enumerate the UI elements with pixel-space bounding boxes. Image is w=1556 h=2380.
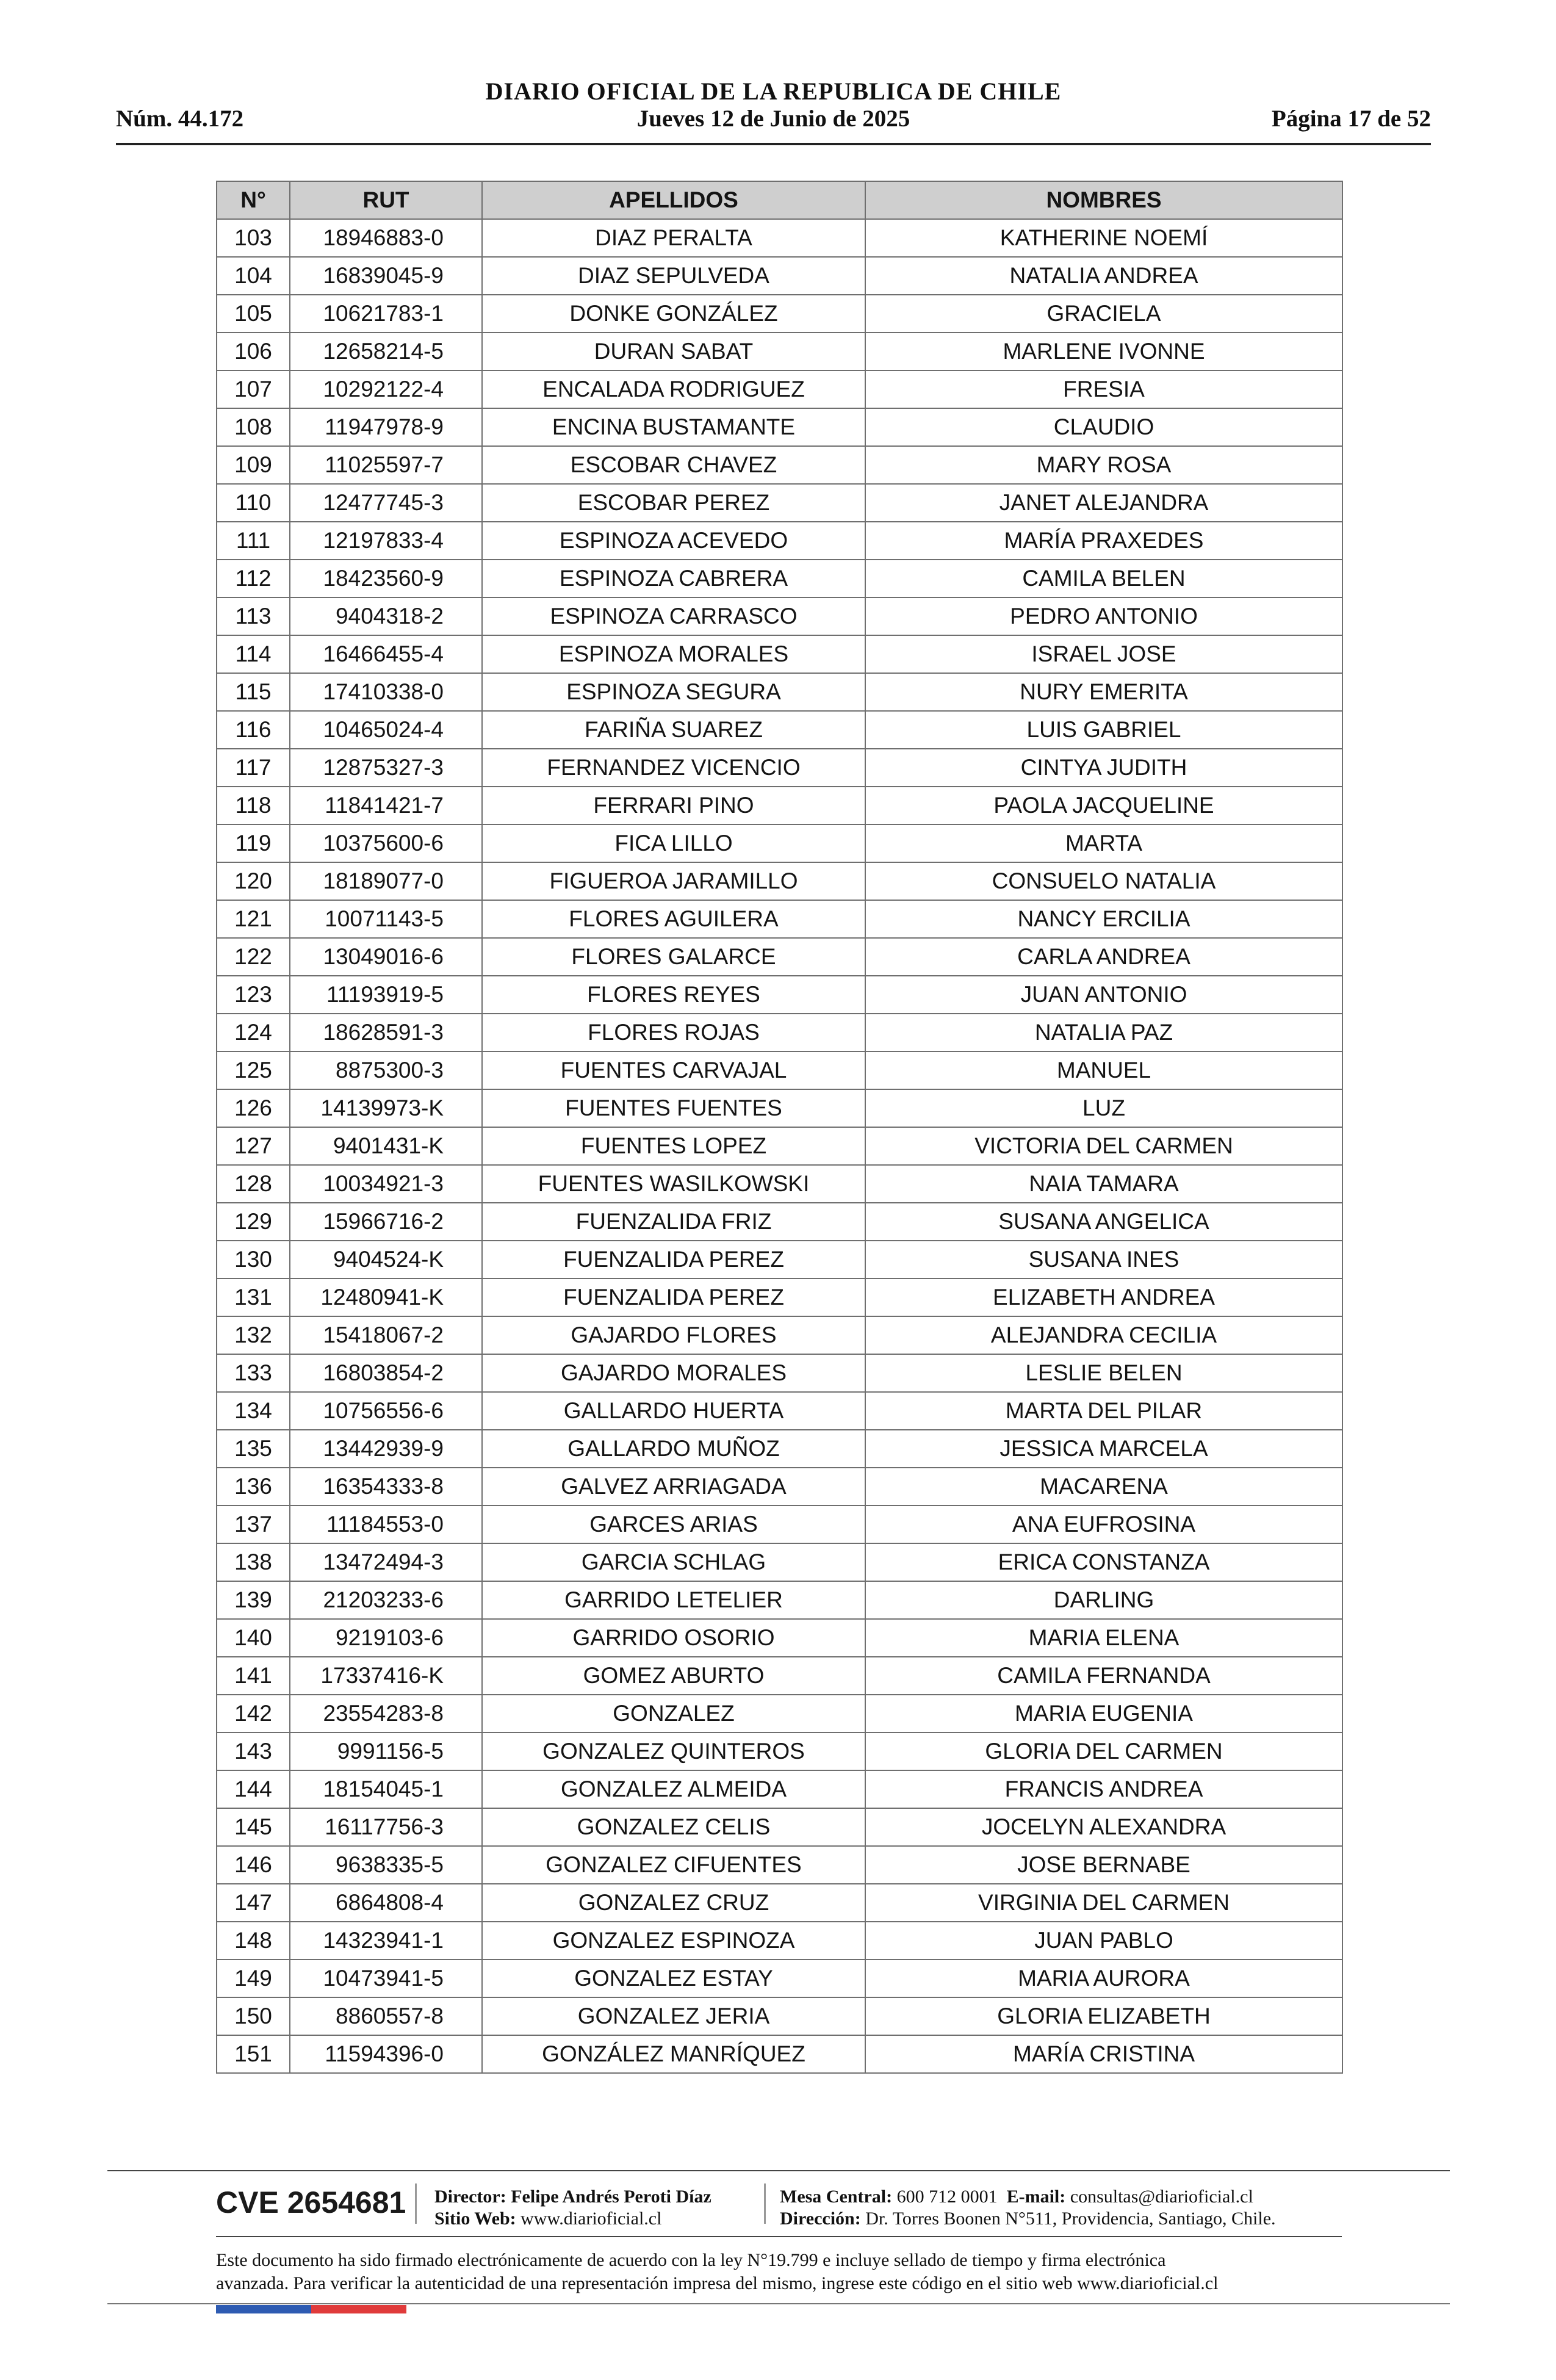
table-row bbox=[217, 333, 1342, 370]
table-row bbox=[217, 219, 1342, 257]
cell-apellidos: GAJARDO MORALES bbox=[482, 1354, 865, 1392]
cell-number: 149 bbox=[217, 1960, 290, 1997]
cell-apellidos: FUENTES WASILKOWSKI bbox=[482, 1165, 865, 1203]
cell-apellidos: FERRARI PINO bbox=[482, 787, 865, 824]
table-row bbox=[217, 1884, 1342, 1922]
cell-number: 136 bbox=[217, 1468, 290, 1506]
cell-rut: 9404524-K bbox=[290, 1241, 482, 1278]
cell-nombres: CLAUDIO bbox=[865, 408, 1342, 446]
cell-apellidos: GONZALEZ QUINTEROS bbox=[482, 1733, 865, 1770]
cell-number: 103 bbox=[217, 219, 290, 257]
cell-apellidos: FICA LILLO bbox=[482, 824, 865, 862]
cell-rut: 14139973-K bbox=[290, 1089, 482, 1127]
cell-number: 137 bbox=[217, 1506, 290, 1543]
table-row bbox=[217, 824, 1342, 862]
cell-rut: 13049016-6 bbox=[290, 938, 482, 976]
cell-apellidos: FLORES ROJAS bbox=[482, 1014, 865, 1051]
cell-number: 108 bbox=[217, 408, 290, 446]
cell-number: 143 bbox=[217, 1733, 290, 1770]
phone-label: Mesa Central: bbox=[780, 2187, 893, 2207]
cell-apellidos: GONZALEZ bbox=[482, 1695, 865, 1733]
cell-rut: 12197833-4 bbox=[290, 522, 482, 560]
cell-apellidos: DIAZ SEPULVEDA bbox=[482, 257, 865, 295]
cell-rut: 15966716-2 bbox=[290, 1203, 482, 1241]
cell-number: 106 bbox=[217, 333, 290, 370]
cell-nombres: GLORIA DEL CARMEN bbox=[865, 1733, 1342, 1770]
cell-apellidos: GALVEZ ARRIAGADA bbox=[482, 1468, 865, 1506]
cell-apellidos: ENCALADA RODRIGUEZ bbox=[482, 370, 865, 408]
cell-apellidos: FUENZALIDA PEREZ bbox=[482, 1241, 865, 1278]
cell-number: 148 bbox=[217, 1922, 290, 1960]
cell-apellidos: ESCOBAR CHAVEZ bbox=[482, 446, 865, 484]
cell-nombres: MARÍA PRAXEDES bbox=[865, 522, 1342, 560]
table-row bbox=[217, 1241, 1342, 1278]
cell-number: 125 bbox=[217, 1051, 290, 1089]
legal-line: avanzada. Para verificar la autenticidad de una representación impresa del mismo, ingrese este código en el sitio web www.diarioficial.cl bbox=[216, 2273, 1219, 2293]
cell-rut: 12875327-3 bbox=[290, 749, 482, 787]
cell-rut: 11947978-9 bbox=[290, 408, 482, 446]
website-label: Sitio Web: bbox=[434, 2209, 516, 2229]
cell-rut: 12477745-3 bbox=[290, 484, 482, 522]
cell-nombres: MARLENE IVONNE bbox=[865, 333, 1342, 370]
cell-apellidos: FUENTES CARVAJAL bbox=[482, 1051, 865, 1089]
cell-rut: 10473941-5 bbox=[290, 1960, 482, 1997]
cell-nombres: PAOLA JACQUELINE bbox=[865, 787, 1342, 824]
table-row bbox=[217, 1733, 1342, 1770]
table-row bbox=[217, 295, 1342, 333]
cell-number: 145 bbox=[217, 1808, 290, 1846]
table-row bbox=[217, 1392, 1342, 1430]
table-row bbox=[217, 1051, 1342, 1089]
cell-rut: 6864808-4 bbox=[290, 1884, 482, 1922]
cell-number: 126 bbox=[217, 1089, 290, 1127]
cell-number: 151 bbox=[217, 2035, 290, 2073]
cell-apellidos: ESCOBAR PEREZ bbox=[482, 484, 865, 522]
table-row bbox=[217, 1203, 1342, 1241]
cell-number: 129 bbox=[217, 1203, 290, 1241]
table-row bbox=[217, 597, 1342, 635]
cell-nombres: ANA EUFROSINA bbox=[865, 1506, 1342, 1543]
cell-nombres: DARLING bbox=[865, 1581, 1342, 1619]
cell-rut: 23554283-8 bbox=[290, 1695, 482, 1733]
cell-apellidos: FLORES GALARCE bbox=[482, 938, 865, 976]
cell-nombres: FRESIA bbox=[865, 370, 1342, 408]
table-row bbox=[217, 1165, 1342, 1203]
table-row bbox=[217, 1922, 1342, 1960]
cell-apellidos: DURAN SABAT bbox=[482, 333, 865, 370]
cell-nombres: NAIA TAMARA bbox=[865, 1165, 1342, 1203]
cell-number: 127 bbox=[217, 1127, 290, 1165]
cell-number: 138 bbox=[217, 1543, 290, 1581]
email-link[interactable]: consultas@diarioficial.cl bbox=[1070, 2187, 1253, 2207]
cell-rut: 18423560-9 bbox=[290, 560, 482, 597]
table-row bbox=[217, 711, 1342, 749]
table-row bbox=[217, 1808, 1342, 1846]
cell-apellidos: GARCES ARIAS bbox=[482, 1506, 865, 1543]
table-row bbox=[217, 1770, 1342, 1808]
cell-rut: 12480941-K bbox=[290, 1278, 482, 1316]
page-number: Página 17 de 52 bbox=[1271, 106, 1431, 132]
cell-nombres: NATALIA ANDREA bbox=[865, 257, 1342, 295]
cell-apellidos: GONZALEZ JERIA bbox=[482, 1997, 865, 2035]
cell-apellidos: GALLARDO MUÑOZ bbox=[482, 1430, 865, 1468]
cell-rut: 10375600-6 bbox=[290, 824, 482, 862]
cell-number: 104 bbox=[217, 257, 290, 295]
cell-rut: 17337416-K bbox=[290, 1657, 482, 1695]
cell-nombres: NANCY ERCILIA bbox=[865, 900, 1342, 938]
cell-rut: 11025597-7 bbox=[290, 446, 482, 484]
cell-nombres: JESSICA MARCELA bbox=[865, 1430, 1342, 1468]
cell-rut: 8860557-8 bbox=[290, 1997, 482, 2035]
cell-rut: 9638335-5 bbox=[290, 1846, 482, 1884]
cell-number: 121 bbox=[217, 900, 290, 938]
director-name: Felipe Andrés Peroti Díaz bbox=[511, 2187, 711, 2207]
cell-nombres: VIRGINIA DEL CARMEN bbox=[865, 1884, 1342, 1922]
cell-rut: 11193919-5 bbox=[290, 976, 482, 1014]
table-row bbox=[217, 1127, 1342, 1165]
cell-nombres: MANUEL bbox=[865, 1051, 1342, 1089]
cell-nombres: CINTYA JUDITH bbox=[865, 749, 1342, 787]
cell-number: 113 bbox=[217, 597, 290, 635]
cell-nombres: LUIS GABRIEL bbox=[865, 711, 1342, 749]
table-row bbox=[217, 1846, 1342, 1884]
footer-separator bbox=[415, 2183, 417, 2224]
table-row bbox=[217, 635, 1342, 673]
email-label: E-mail: bbox=[1006, 2187, 1066, 2207]
table-row bbox=[217, 1089, 1342, 1127]
cell-nombres: NATALIA PAZ bbox=[865, 1014, 1342, 1051]
cell-apellidos: ESPINOZA MORALES bbox=[482, 635, 865, 673]
table-row bbox=[217, 862, 1342, 900]
cve-code: CVE 2654681 bbox=[216, 2185, 406, 2220]
cell-nombres: MARTA bbox=[865, 824, 1342, 862]
cell-apellidos: GARRIDO OSORIO bbox=[482, 1619, 865, 1657]
cell-number: 144 bbox=[217, 1770, 290, 1808]
cell-number: 105 bbox=[217, 295, 290, 333]
header-divider bbox=[116, 143, 1431, 145]
cell-nombres: KATHERINE NOEMÍ bbox=[865, 219, 1342, 257]
cell-apellidos: GOMEZ ABURTO bbox=[482, 1657, 865, 1695]
footer-divider-top bbox=[107, 2170, 1450, 2171]
cell-rut: 16466455-4 bbox=[290, 635, 482, 673]
cell-number: 123 bbox=[217, 976, 290, 1014]
cell-number: 146 bbox=[217, 1846, 290, 1884]
cell-apellidos: GONZALEZ ESPINOZA bbox=[482, 1922, 865, 1960]
cell-number: 124 bbox=[217, 1014, 290, 1051]
cell-apellidos: FUENZALIDA PEREZ bbox=[482, 1278, 865, 1316]
cell-nombres: MACARENA bbox=[865, 1468, 1342, 1506]
cell-apellidos: FIGUEROA JARAMILLO bbox=[482, 862, 865, 900]
cell-apellidos: ESPINOZA CABRERA bbox=[482, 560, 865, 597]
address-label: Dirección: bbox=[780, 2209, 861, 2229]
table-row bbox=[217, 749, 1342, 787]
cell-nombres: SUSANA ANGELICA bbox=[865, 1203, 1342, 1241]
table-row bbox=[217, 1581, 1342, 1619]
table-row bbox=[217, 1997, 1342, 2035]
cell-rut: 13442939-9 bbox=[290, 1430, 482, 1468]
publication-date: Jueves 12 de Junio de 2025 bbox=[636, 106, 910, 132]
cell-number: 141 bbox=[217, 1657, 290, 1695]
cell-apellidos: GONZALEZ CIFUENTES bbox=[482, 1846, 865, 1884]
cell-number: 133 bbox=[217, 1354, 290, 1392]
cell-rut: 8875300-3 bbox=[290, 1051, 482, 1089]
cell-nombres: MARY ROSA bbox=[865, 446, 1342, 484]
cell-apellidos: GONZÁLEZ MANRÍQUEZ bbox=[482, 2035, 865, 2073]
cell-number: 119 bbox=[217, 824, 290, 862]
page-header bbox=[116, 73, 1431, 145]
cell-apellidos: FLORES AGUILERA bbox=[482, 900, 865, 938]
table-body bbox=[217, 219, 1342, 2073]
cell-number: 116 bbox=[217, 711, 290, 749]
cell-rut: 16354333-8 bbox=[290, 1468, 482, 1506]
cell-nombres: PEDRO ANTONIO bbox=[865, 597, 1342, 635]
cell-number: 107 bbox=[217, 370, 290, 408]
table-row bbox=[217, 1619, 1342, 1657]
table-row bbox=[217, 257, 1342, 295]
cell-apellidos: GONZALEZ ALMEIDA bbox=[482, 1770, 865, 1808]
cell-number: 118 bbox=[217, 787, 290, 824]
cell-rut: 11184553-0 bbox=[290, 1506, 482, 1543]
table-row bbox=[217, 370, 1342, 408]
column-header-number: N° bbox=[217, 181, 290, 219]
cell-rut: 11594396-0 bbox=[290, 2035, 482, 2073]
cell-apellidos: GAJARDO FLORES bbox=[482, 1316, 865, 1354]
cell-nombres: ERICA CONSTANZA bbox=[865, 1543, 1342, 1581]
cell-apellidos: GALLARDO HUERTA bbox=[482, 1392, 865, 1430]
cell-apellidos: GONZALEZ CELIS bbox=[482, 1808, 865, 1846]
cell-rut: 9219103-6 bbox=[290, 1619, 482, 1657]
cell-rut: 15418067-2 bbox=[290, 1316, 482, 1354]
cell-rut: 13472494-3 bbox=[290, 1543, 482, 1581]
cell-number: 139 bbox=[217, 1581, 290, 1619]
cell-rut: 9991156-5 bbox=[290, 1733, 482, 1770]
cell-number: 130 bbox=[217, 1241, 290, 1278]
cell-number: 150 bbox=[217, 1997, 290, 2035]
contact-block bbox=[780, 2186, 1276, 2230]
cell-rut: 10034921-3 bbox=[290, 1165, 482, 1203]
column-header-nombres: NOMBRES bbox=[865, 181, 1342, 219]
cell-number: 114 bbox=[217, 635, 290, 673]
table-row bbox=[217, 1354, 1342, 1392]
cell-number: 147 bbox=[217, 1884, 290, 1922]
publication-title: DIARIO OFICIAL DE LA REPUBLICA DE CHILE bbox=[485, 78, 1062, 105]
cell-nombres: MARIA EUGENIA bbox=[865, 1695, 1342, 1733]
cell-nombres: MARIA ELENA bbox=[865, 1619, 1342, 1657]
cell-rut: 12658214-5 bbox=[290, 333, 482, 370]
cell-number: 134 bbox=[217, 1392, 290, 1430]
cell-apellidos: ESPINOZA CARRASCO bbox=[482, 597, 865, 635]
cell-apellidos: GONZALEZ CRUZ bbox=[482, 1884, 865, 1922]
cell-number: 109 bbox=[217, 446, 290, 484]
cell-apellidos: FERNANDEZ VICENCIO bbox=[482, 749, 865, 787]
cell-nombres: ELIZABETH ANDREA bbox=[865, 1278, 1342, 1316]
cell-rut: 10756556-6 bbox=[290, 1392, 482, 1430]
table-row bbox=[217, 1316, 1342, 1354]
table-row bbox=[217, 446, 1342, 484]
cell-nombres: JOSE BERNABE bbox=[865, 1846, 1342, 1884]
cell-apellidos: FUENTES FUENTES bbox=[482, 1089, 865, 1127]
cell-number: 128 bbox=[217, 1165, 290, 1203]
cell-rut: 21203233-6 bbox=[290, 1581, 482, 1619]
issue-number: Núm. 44.172 bbox=[116, 106, 244, 132]
legal-notice bbox=[216, 2249, 1342, 2295]
cell-apellidos: FARIÑA SUAREZ bbox=[482, 711, 865, 749]
director-block bbox=[434, 2186, 711, 2230]
cell-apellidos: GARCIA SCHLAG bbox=[482, 1543, 865, 1581]
cell-nombres: CARLA ANDREA bbox=[865, 938, 1342, 976]
table-row bbox=[217, 560, 1342, 597]
cell-nombres: NURY EMERITA bbox=[865, 673, 1342, 711]
address-value: Dr. Torres Boonen N°511, Providencia, Santiago, Chile. bbox=[865, 2209, 1276, 2229]
cell-rut: 16803854-2 bbox=[290, 1354, 482, 1392]
flag-stripe-blue bbox=[216, 2305, 311, 2313]
table-row bbox=[217, 1468, 1342, 1506]
cell-apellidos: FUENZALIDA FRIZ bbox=[482, 1203, 865, 1241]
table-header-row bbox=[217, 181, 1342, 219]
cell-number: 140 bbox=[217, 1619, 290, 1657]
website-link[interactable]: www.diarioficial.cl bbox=[520, 2209, 662, 2229]
cell-number: 111 bbox=[217, 522, 290, 560]
cell-apellidos: DIAZ PERALTA bbox=[482, 219, 865, 257]
cell-apellidos: ENCINA BUSTAMANTE bbox=[482, 408, 865, 446]
flag-stripe-red bbox=[311, 2305, 406, 2313]
cell-rut: 10465024-4 bbox=[290, 711, 482, 749]
legal-line: Este documento ha sido firmado electrónicamente de acuerdo con la ley N°19.799 e incluye sellado de tiempo y firma electrónica bbox=[216, 2250, 1166, 2270]
column-header-rut: RUT bbox=[290, 181, 482, 219]
cell-number: 142 bbox=[217, 1695, 290, 1733]
cell-number: 135 bbox=[217, 1430, 290, 1468]
cell-apellidos: GARRIDO LETELIER bbox=[482, 1581, 865, 1619]
footer-divider-bottom bbox=[107, 2303, 1450, 2304]
cell-nombres: JUAN ANTONIO bbox=[865, 976, 1342, 1014]
cell-rut: 17410338-0 bbox=[290, 673, 482, 711]
cell-apellidos: GONZALEZ ESTAY bbox=[482, 1960, 865, 1997]
cell-nombres: JANET ALEJANDRA bbox=[865, 484, 1342, 522]
table-row bbox=[217, 1695, 1342, 1733]
cell-number: 115 bbox=[217, 673, 290, 711]
cell-number: 131 bbox=[217, 1278, 290, 1316]
cell-rut: 10292122-4 bbox=[290, 370, 482, 408]
table-row bbox=[217, 408, 1342, 446]
table-row bbox=[217, 1278, 1342, 1316]
cell-number: 110 bbox=[217, 484, 290, 522]
cell-nombres: ALEJANDRA CECILIA bbox=[865, 1316, 1342, 1354]
cell-nombres: ISRAEL JOSE bbox=[865, 635, 1342, 673]
cell-apellidos: ESPINOZA SEGURA bbox=[482, 673, 865, 711]
roster-table bbox=[216, 181, 1343, 2074]
cell-nombres: MARIA AURORA bbox=[865, 1960, 1342, 1997]
cell-rut: 9401431-K bbox=[290, 1127, 482, 1165]
cell-rut: 16117756-3 bbox=[290, 1808, 482, 1846]
director-label: Director: bbox=[434, 2187, 506, 2207]
column-header-apellidos: APELLIDOS bbox=[482, 181, 865, 219]
cell-nombres: CONSUELO NATALIA bbox=[865, 862, 1342, 900]
cell-number: 117 bbox=[217, 749, 290, 787]
cell-rut: 10071143-5 bbox=[290, 900, 482, 938]
cell-rut: 18154045-1 bbox=[290, 1770, 482, 1808]
cell-number: 120 bbox=[217, 862, 290, 900]
cell-rut: 18946883-0 bbox=[290, 219, 482, 257]
table-row bbox=[217, 484, 1342, 522]
cell-nombres: MARÍA CRISTINA bbox=[865, 2035, 1342, 2073]
table-row bbox=[217, 976, 1342, 1014]
table-row bbox=[217, 938, 1342, 976]
cell-nombres: VICTORIA DEL CARMEN bbox=[865, 1127, 1342, 1165]
cell-nombres: CAMILA BELEN bbox=[865, 560, 1342, 597]
cell-nombres: LUZ bbox=[865, 1089, 1342, 1127]
cell-number: 132 bbox=[217, 1316, 290, 1354]
cell-nombres: JOCELYN ALEXANDRA bbox=[865, 1808, 1342, 1846]
table-row bbox=[217, 1506, 1342, 1543]
cell-apellidos: ESPINOZA ACEVEDO bbox=[482, 522, 865, 560]
cell-number: 122 bbox=[217, 938, 290, 976]
cell-nombres: CAMILA FERNANDA bbox=[865, 1657, 1342, 1695]
cell-nombres: MARTA DEL PILAR bbox=[865, 1392, 1342, 1430]
table-row bbox=[217, 673, 1342, 711]
cell-nombres: GRACIELA bbox=[865, 295, 1342, 333]
cell-nombres: FRANCIS ANDREA bbox=[865, 1770, 1342, 1808]
footer-separator bbox=[764, 2183, 766, 2224]
cell-nombres: GLORIA ELIZABETH bbox=[865, 1997, 1342, 2035]
table-row bbox=[217, 900, 1342, 938]
table-row bbox=[217, 1543, 1342, 1581]
table-row bbox=[217, 1960, 1342, 1997]
cell-rut: 18189077-0 bbox=[290, 862, 482, 900]
cell-nombres: JUAN PABLO bbox=[865, 1922, 1342, 1960]
table-row bbox=[217, 787, 1342, 824]
table-row bbox=[217, 522, 1342, 560]
cell-apellidos: FUENTES LOPEZ bbox=[482, 1127, 865, 1165]
phone-value: 600 712 0001 bbox=[896, 2187, 998, 2207]
cell-apellidos: DONKE GONZÁLEZ bbox=[482, 295, 865, 333]
cell-rut: 18628591-3 bbox=[290, 1014, 482, 1051]
cell-rut: 11841421-7 bbox=[290, 787, 482, 824]
cell-rut: 14323941-1 bbox=[290, 1922, 482, 1960]
cell-apellidos: FLORES REYES bbox=[482, 976, 865, 1014]
table-row bbox=[217, 1430, 1342, 1468]
table-row bbox=[217, 1657, 1342, 1695]
cell-nombres: LESLIE BELEN bbox=[865, 1354, 1342, 1392]
cell-nombres: SUSANA INES bbox=[865, 1241, 1342, 1278]
footer-divider-middle bbox=[216, 2236, 1342, 2237]
table-row bbox=[217, 2035, 1342, 2073]
cell-rut: 10621783-1 bbox=[290, 295, 482, 333]
table-row bbox=[217, 1014, 1342, 1051]
cell-rut: 16839045-9 bbox=[290, 257, 482, 295]
cell-number: 112 bbox=[217, 560, 290, 597]
cell-rut: 9404318-2 bbox=[290, 597, 482, 635]
